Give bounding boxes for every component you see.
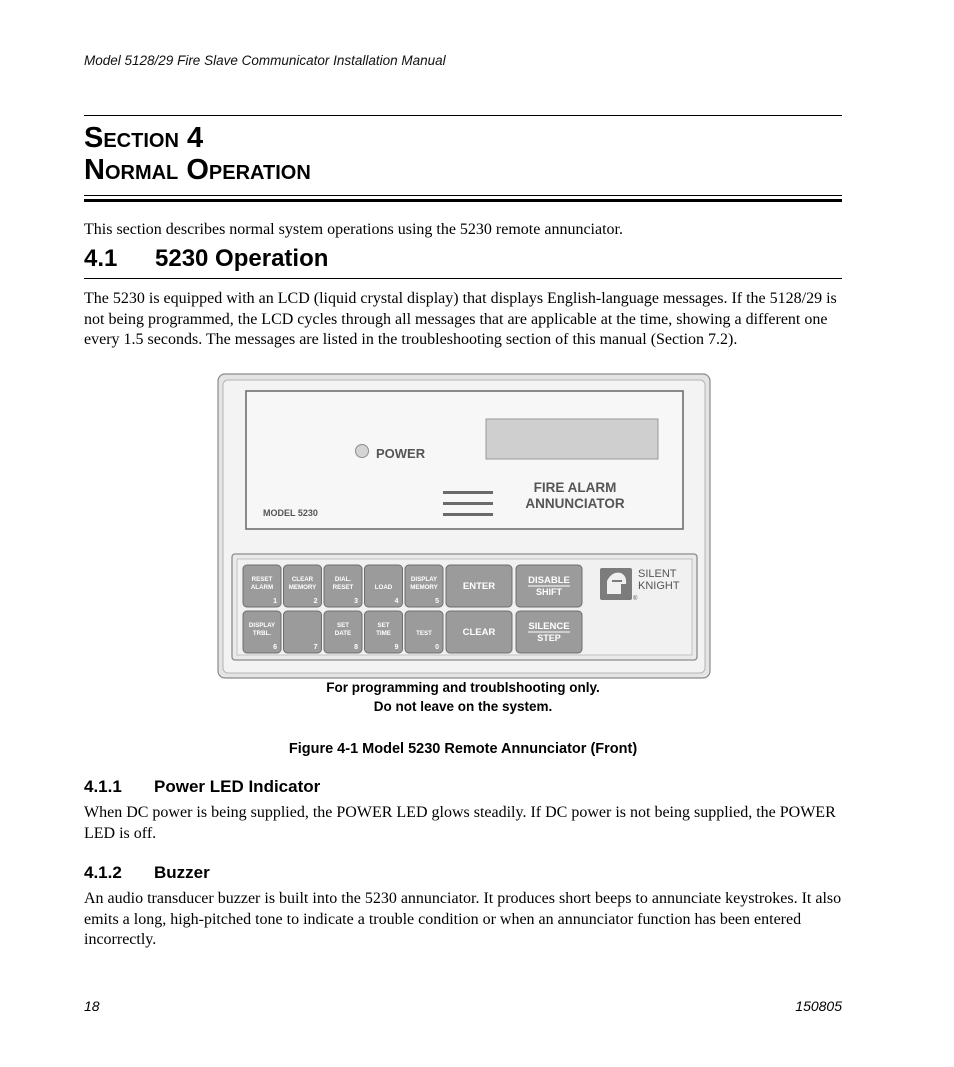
keypad-key[interactable] [324,565,362,607]
key-label: TEST [416,630,432,637]
key-number: 0 [435,644,439,651]
keypad-key[interactable] [405,611,443,653]
key-label: CLEAR [291,576,314,583]
key-label: DISABLE [528,575,570,586]
enter-key[interactable] [446,565,512,607]
running-header: Model 5128/29 Fire Slave Communicator Installation Manual [84,53,446,68]
key-label: MEMORY [288,584,317,591]
section-number: 4 [186,122,204,154]
key-label: CLEAR [462,627,496,638]
buzzer-slot [443,513,493,516]
page-number: 18 [84,998,100,1014]
key-label: TRBL. [252,630,272,637]
power-label: POWER [376,446,426,461]
key-number: 8 [354,644,358,651]
buzzer-slot [443,491,493,494]
heading-number: 4.1 [84,245,118,272]
normal-cap: N [84,154,105,186]
key-label: SILENCE [528,621,570,632]
model-label: MODEL 5230 [263,508,318,518]
intro-paragraph: This section describes normal system operations using the 5230 remote annunciator. [84,221,623,238]
key-label: LOAD [374,584,393,591]
key-number: 6 [273,644,277,651]
section-4-1-1-paragraph: When DC power is being supplied, the POWER LED glows steadily. If DC power is not being supplied, the POWER LED is off. [84,804,836,842]
brand-registered: ® [633,596,638,602]
key-number: 4 [394,598,399,605]
heading-number: 4.1.1 [84,777,122,796]
key-label: TIME [376,630,391,637]
normal-rest: ormal [104,154,179,186]
section-cap-s: S [84,122,104,154]
keypad-key[interactable] [243,565,281,607]
heading-text: 5230 Operation [155,245,329,272]
figure-note-line1: For programming and troublshooting only. [326,680,600,695]
keypad-key[interactable] [405,565,443,607]
brand-silent: SILENT [638,568,677,580]
lcd-window [486,419,658,459]
key-label: DISPLAY [410,576,438,583]
key-number: 7 [313,644,318,651]
keypad-key[interactable] [284,565,322,607]
key-label: SET [377,622,390,629]
operation-cap: O [186,154,209,186]
keypad-key[interactable] [284,611,322,653]
key-label: DISPLAY [248,622,276,629]
keypad-key[interactable] [243,611,281,653]
key-label: DATE [334,630,352,637]
annunciator-label: ANNUNCIATOR [525,496,625,511]
disable-shift-key[interactable] [516,565,582,607]
keypad-key[interactable] [324,611,362,653]
key-label: ENTER [462,581,496,592]
figure-caption: Figure 4-1 Model 5230 Remote Annunciator (Front) [288,741,638,757]
keypad-key[interactable] [365,565,403,607]
buzzer-slot [443,502,493,505]
section-4-1-2-paragraph: An audio transducer buzzer is built into the 5230 annunciator. It produces short beeps to annunciate keystrokes. It also emits a long, high-pitched tone to indicate a trouble condition or when an annunciator function has been entered incorrectly. [84,890,842,948]
section-word: ection [103,122,179,154]
heading-text: Power LED Indicator [154,777,321,796]
heading-text: Buzzer [154,863,210,882]
key-number: 9 [394,644,399,651]
key-label: ALARM [250,584,274,591]
key-number: 5 [435,598,439,605]
brand-knight: KNIGHT [638,580,680,592]
key-label: RESET [332,584,354,591]
clear-key[interactable] [446,611,512,653]
operation-rest: peration [208,154,311,186]
keypad-key[interactable] [365,611,403,653]
key-number: 2 [313,598,318,605]
fire-alarm-label: FIRE ALARM [533,480,617,495]
figure-note-line2: Do not leave on the system. [373,699,553,714]
key-label: RESET [251,576,273,583]
key-label: DIAL. [334,576,352,583]
silence-step-key[interactable] [516,611,582,653]
key-label: MEMORY [410,584,438,591]
heading-4-1-1 [84,777,320,797]
key-label: STEP [537,633,561,643]
key-label: SET [336,622,350,629]
heading-4-1-2 [84,863,210,883]
heading-number: 4.1.2 [84,863,122,882]
power-led [356,445,369,458]
key-number: 3 [354,598,358,605]
doc-number: 150805 [795,998,842,1014]
key-number: 1 [273,598,277,605]
key-label: SHIFT [536,587,562,597]
section-4-1-paragraph: The 5230 is equipped with an LCD (liquid crystal display) that displays English-language messages. If the 5128/29 is not being programmed, the LCD cycles through all messages that are applicable at the time, showing a different one every 1.5 seconds. The messages are listed in the troubleshooting section of this manual (Section 7.2). [84,290,837,348]
